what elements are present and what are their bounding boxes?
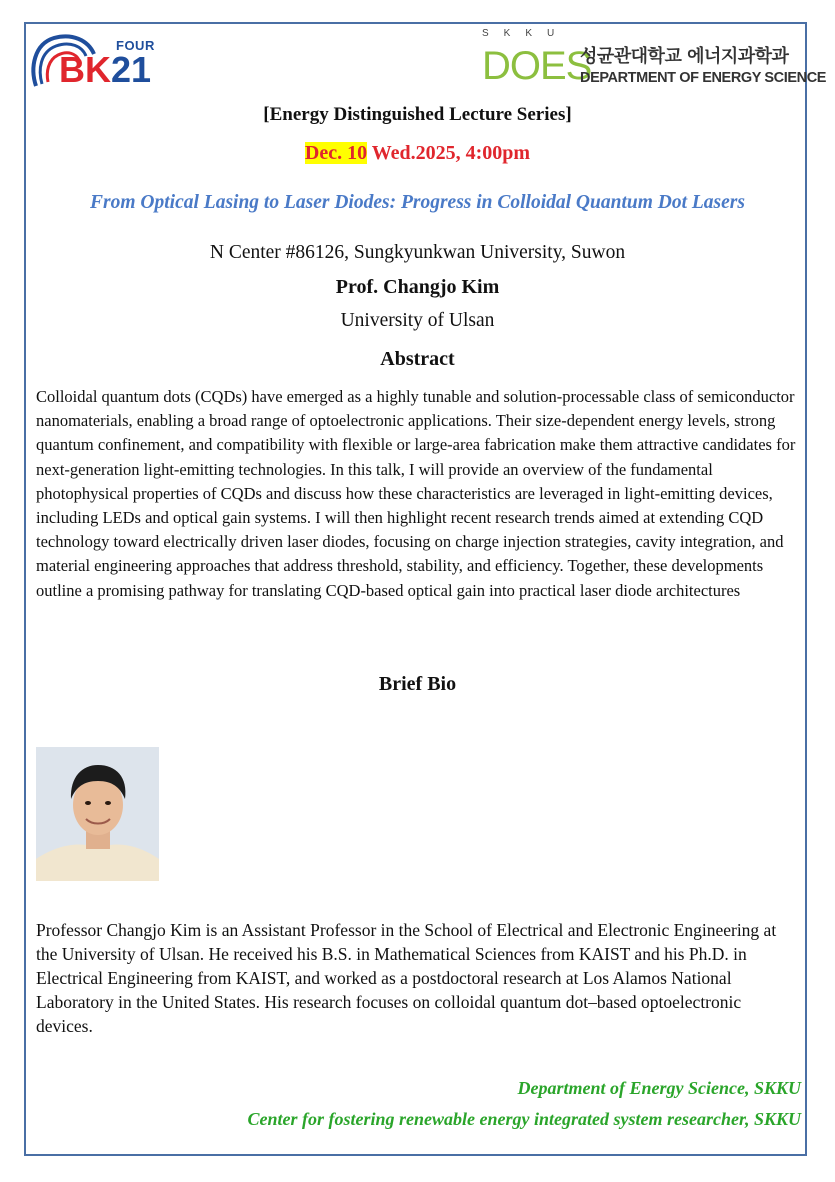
bk21-four-label: FOUR — [116, 38, 155, 53]
abstract-heading: Abstract — [380, 348, 455, 370]
speaker-affiliation: University of Ulsan — [340, 310, 495, 331]
footer-department: Department of Energy Science, SKKU — [517, 1078, 801, 1098]
bio-heading: Brief Bio — [378, 673, 457, 695]
does-skku-label: SKKU — [482, 28, 570, 39]
venue: N Center #86126, Sungkyunkwan University, Suwon — [209, 242, 626, 263]
date-highlight: Dec. 10 — [304, 142, 368, 164]
department-korean-name: 성균관대학교 에너지과학과 — [580, 46, 789, 67]
bk21-number: 21 — [111, 49, 152, 90]
footer-center: Center for fostering renewable energy integrated system researcher, SKKU — [247, 1109, 801, 1129]
speaker-name: Prof. Changjo Kim — [335, 276, 500, 298]
bio-text: Professor Changjo Kim is an Assistant Professor in the School of Electrical and Electronic Engineering at the University of Ulsan. He received his B.S. in Mathematical Sciences from KAIST and his Ph.D. in Electrical Engineering from KAIST, and worked as a postdoctoral research at Los Alamos National Laboratory in the United States. His research focuses on colloidal quantum dot–based optoelectronic devices. — [36, 920, 777, 1036]
does-wordmark: DOES — [482, 44, 592, 88]
bk21-wordmark — [59, 50, 151, 90]
speaker-photo — [36, 747, 159, 881]
lecture-series-title: [Energy Distinguished Lecture Series] — [263, 104, 572, 125]
bk21-bk: BK — [59, 49, 111, 90]
department-english-name: DEPARTMENT OF ENERGY SCIENCE — [580, 70, 827, 86]
abstract-text: Colloidal quantum dots (CQDs) have emerged as a highly tunable and solution-processable class of semiconductor nanomaterials, enabling a broad range of optoelectronic applications. Their size-dependent energy levels, strong quantum confinement, and compatibility with flexible or large-area fabrication make them attractive candidates for next-generation light-emitting technologies. In this talk, I will provide an overview of the fundamental photophysical properties of CQDs and discuss how these characteristics are leveraged in light-emitting devices, including LEDs and optical gain systems. I will then highlight recent research trends aimed at extending CQD technology toward electrically driven laser diodes, focusing on charge injection strategies, cavity integration, and material engineering approaches that address threshold, stability, and efficiency. Together, these developments outline a promising pathway for translating CQD-based optical gain into practical laser diode architectures — [36, 387, 796, 600]
talk-title: From Optical Lasing to Laser Diodes: Progress in Colloidal Quantum Dot Lasers — [90, 192, 745, 213]
speaker-portrait-icon — [36, 747, 159, 881]
lecture-date — [30, 142, 805, 165]
date-time: Wed.2025, 4:00pm — [367, 142, 531, 164]
